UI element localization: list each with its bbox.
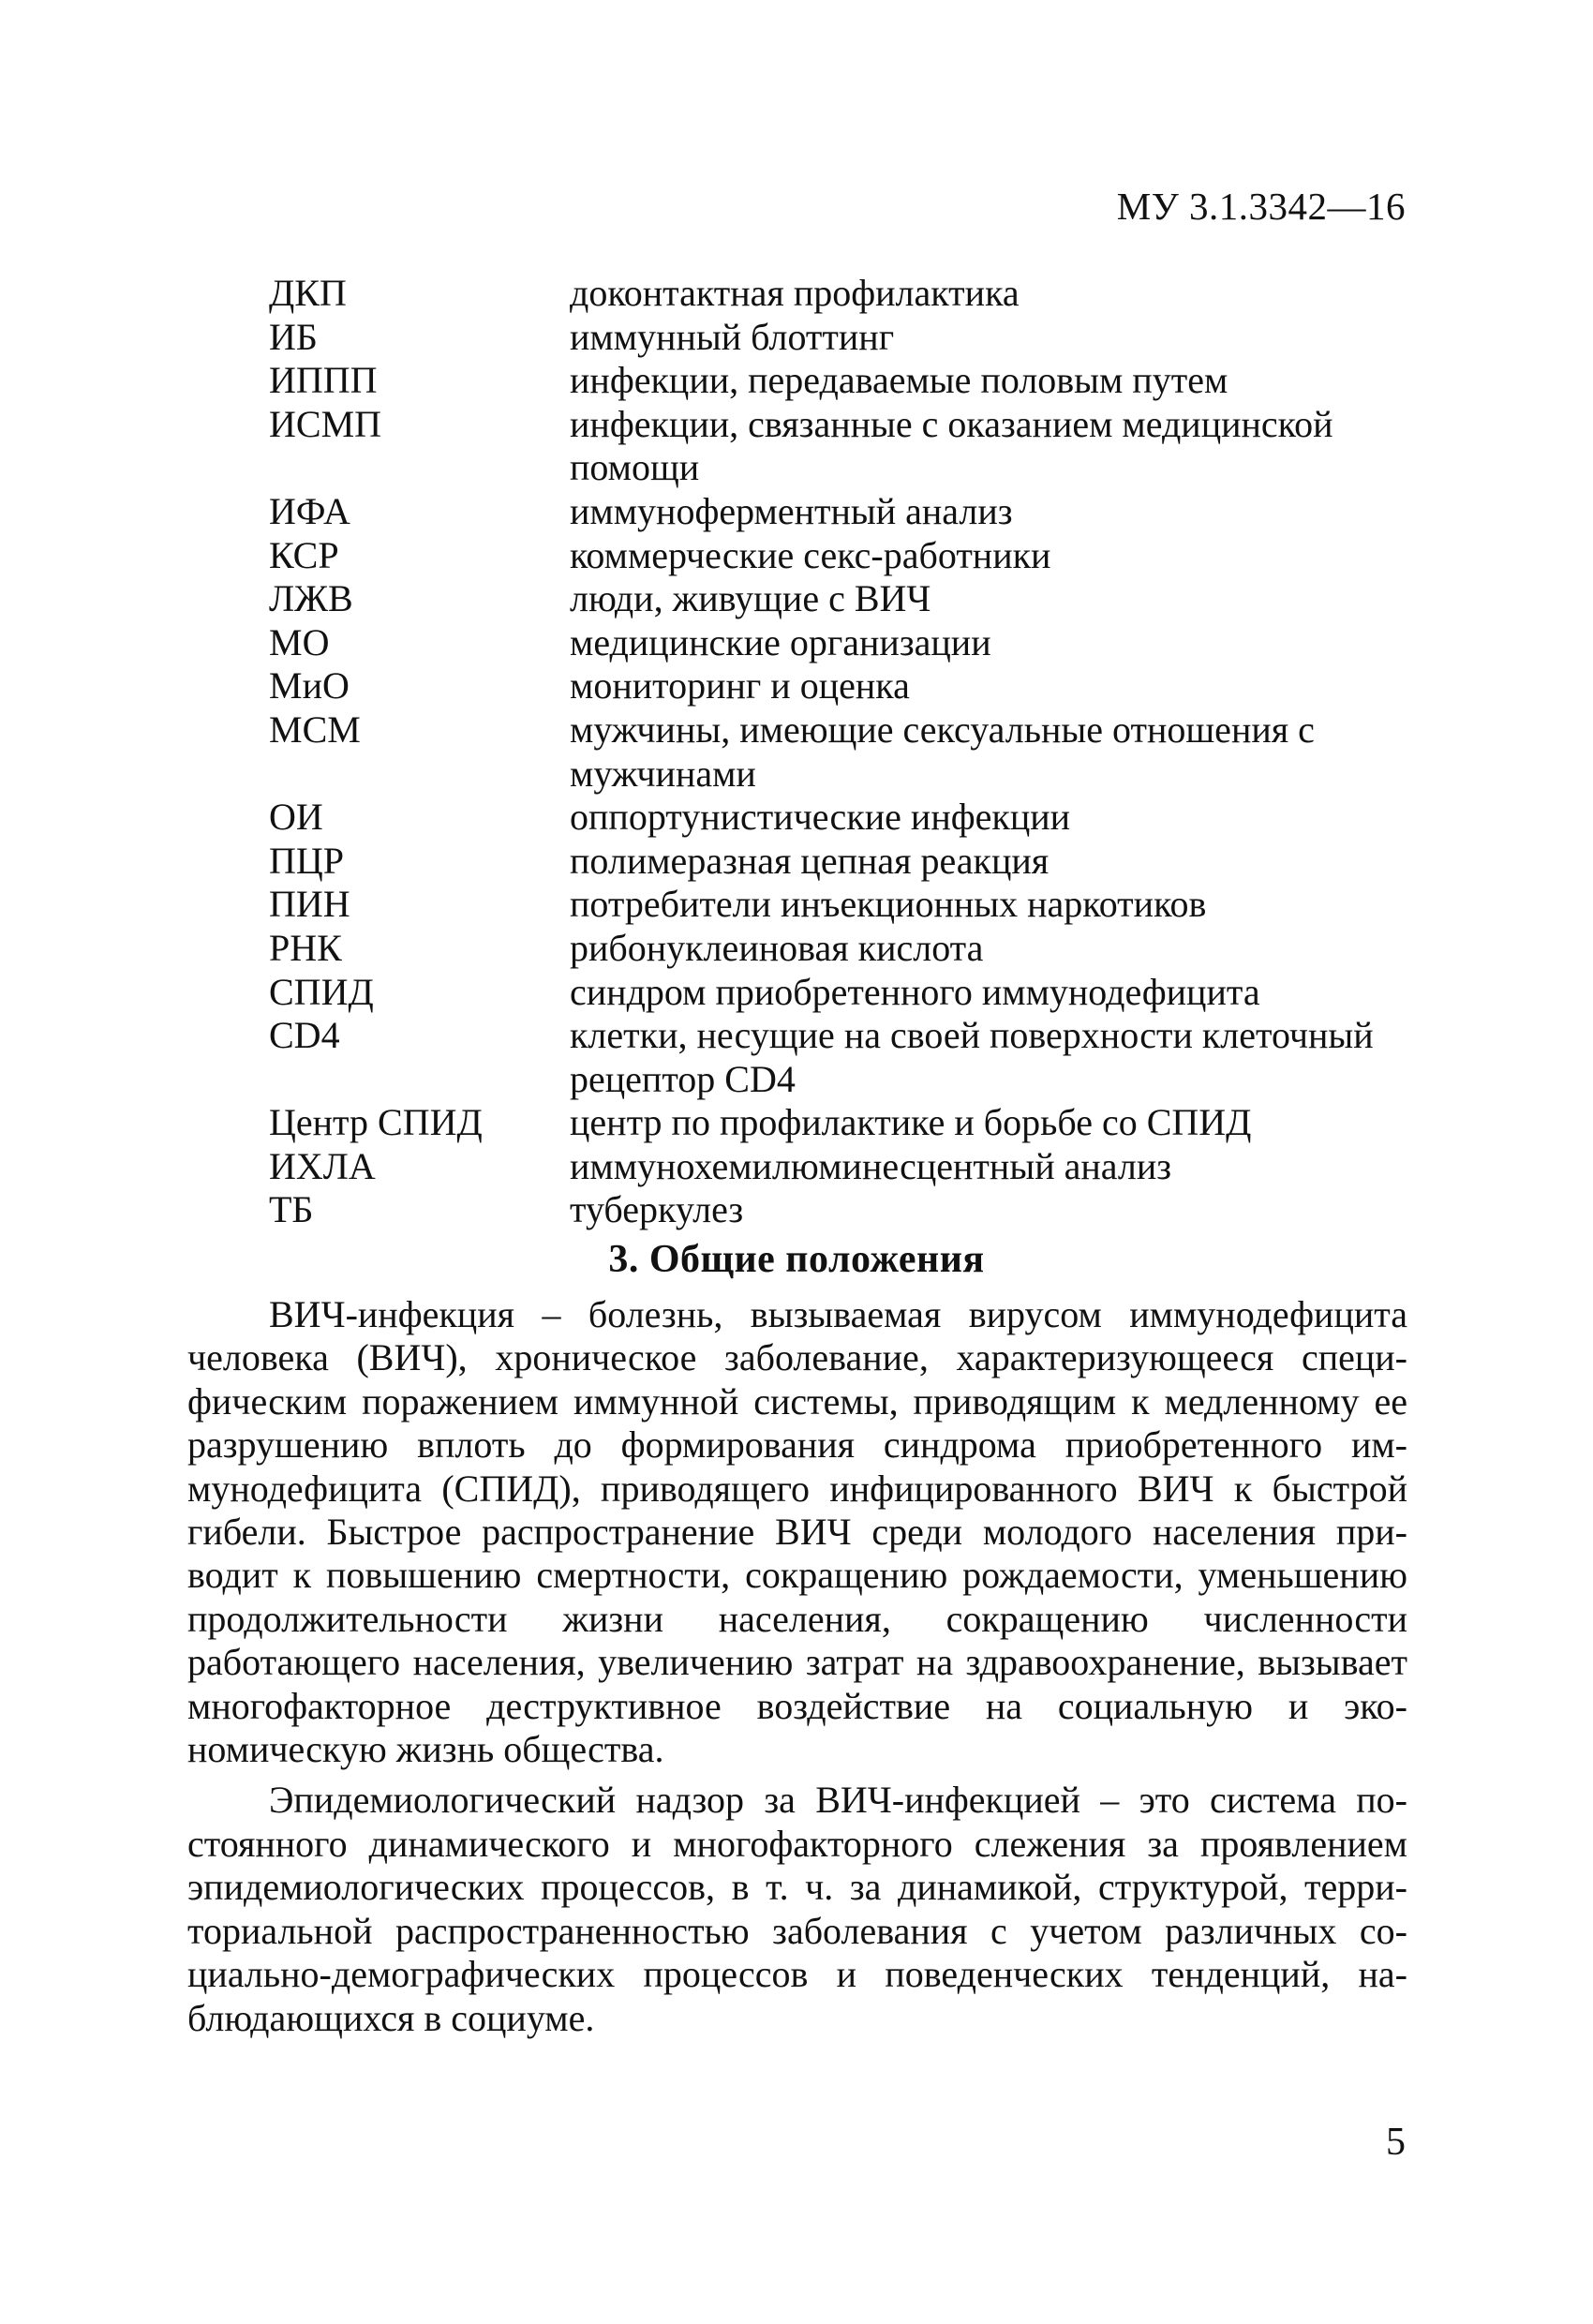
abbreviation-row — [269, 621, 1422, 665]
section-title: 3. Общие положения — [608, 1238, 985, 1281]
body-paragraph: Эпидемиологический надзор за ВИЧ-инфекцией – это система постоянного динамического и многофакторного слежения за проявлением эпидемиологических процессов, в т. ч. за динамикой, структурой, территориальной распространенностью заболевания с учетом различных социально-демографических процессов и поведенческих тенденций, наблюдающихся в социуме. — [187, 1779, 1407, 2039]
abbreviation-row — [269, 316, 1422, 360]
abbreviation-term: СПИД — [269, 970, 374, 1013]
abbreviation-term: ИБ — [269, 315, 318, 358]
abbreviation-definition: инфекции, связанные с оказанием медицинской помощи — [570, 402, 1333, 489]
document-code: МУ 3.1.3342—16 — [1116, 185, 1406, 228]
abbreviation-term: ДКП — [269, 272, 347, 314]
abbreviation-term: ИФА — [269, 489, 350, 532]
section-body — [187, 1293, 1407, 2040]
abbreviation-row — [269, 664, 1422, 708]
abbreviation-definition: центр по профилактике и борьбе со СПИД — [570, 1101, 1252, 1144]
abbreviation-row — [269, 708, 1422, 796]
abbreviation-row — [269, 403, 1422, 490]
abbreviation-row — [269, 1101, 1422, 1145]
abbreviation-term: ИППП — [269, 359, 378, 402]
page-number: 5 — [1386, 2121, 1406, 2164]
abbreviation-definition: мужчины, имеющие сексуальные отношения с мужчинами — [570, 708, 1315, 795]
abbreviation-term: ИХЛА — [269, 1144, 376, 1187]
abbreviation-definition: синдром приобретенного иммунодефицита — [570, 970, 1260, 1013]
abbreviation-row — [269, 359, 1422, 403]
abbreviation-definition: иммунохемилюминесцентный анализ — [570, 1144, 1172, 1187]
abbreviation-term: ИСМП — [269, 402, 382, 445]
abbreviation-term: ПИН — [269, 883, 350, 926]
abbreviation-definition: полимеразная цепная реакция — [570, 839, 1050, 882]
abbreviation-row — [269, 490, 1422, 534]
abbreviation-definition: оппортунистические инфекции — [570, 796, 1071, 839]
abbreviation-definition: иммуноферментный анализ — [570, 489, 1013, 532]
abbreviation-definition: иммунный блоттинг — [570, 315, 895, 358]
abbreviation-row — [269, 927, 1422, 971]
abbreviation-row — [269, 883, 1422, 927]
abbreviation-term: ПЦР — [269, 839, 345, 882]
abbreviation-row — [269, 272, 1422, 316]
abbreviation-term: ТБ — [269, 1188, 314, 1231]
abbreviation-term: РНК — [269, 926, 342, 969]
abbreviation-row — [269, 577, 1422, 621]
abbreviation-row — [269, 1188, 1422, 1232]
abbreviation-definition: клетки, несущие на своей поверхности клеточный рецептор CD4 — [570, 1014, 1374, 1100]
abbreviation-row — [269, 796, 1422, 840]
abbreviation-definition: инфекции, передаваемые половым путем — [570, 359, 1228, 402]
abbreviation-term: CD4 — [269, 1014, 340, 1057]
abbreviation-list — [269, 272, 1422, 1232]
abbreviation-definition: рибонуклеиновая кислота — [570, 926, 984, 969]
abbreviation-term: КСР — [269, 533, 339, 576]
abbreviation-row — [269, 971, 1422, 1015]
abbreviation-term: Центр СПИД — [269, 1101, 483, 1144]
abbreviation-term: МиО — [269, 664, 350, 708]
abbreviation-definition: мониторинг и оценка — [570, 664, 910, 708]
abbreviation-definition: потребители инъекционных наркотиков — [570, 883, 1207, 926]
abbreviation-definition: медицинские организации — [570, 620, 991, 663]
abbreviation-definition: коммерческие секс-работники — [570, 533, 1051, 576]
abbreviation-row — [269, 840, 1422, 884]
abbreviation-row — [269, 1014, 1422, 1101]
body-paragraph: ВИЧ-инфекция – болезнь, вызываемая вирусом иммунодефицита человека (ВИЧ), хроническое заболевание, характеризующееся специфическим поражением иммунной системы, приводящим к медленному ее разрушению вплоть до формирования синдрома приобретенного иммунодефицита (СПИД), приводящего инфицированного ВИЧ к быстрой гибели. Быстрое распространение ВИЧ среди молодого населения приводит к повышению смертности, сокращению рождаемости, уменьшению продолжительности жизни населения, сокращению численности работающего населения, увеличению затрат на здравоохранение, вызывает многофакторное деструктивное воздействие на социальную и экономическую жизнь общества. — [187, 1293, 1407, 1771]
abbreviation-definition: туберкулез — [570, 1188, 744, 1231]
abbreviation-definition: доконтактная профилактика — [570, 272, 1020, 314]
abbreviation-definition: люди, живущие с ВИЧ — [570, 577, 931, 620]
abbreviation-row — [269, 534, 1422, 578]
abbreviation-term: МСМ — [269, 708, 361, 751]
abbreviation-term: ЛЖВ — [269, 577, 353, 620]
abbreviation-row — [269, 1145, 1422, 1189]
abbreviation-term: МО — [269, 620, 330, 663]
abbreviation-term: ОИ — [269, 796, 323, 839]
